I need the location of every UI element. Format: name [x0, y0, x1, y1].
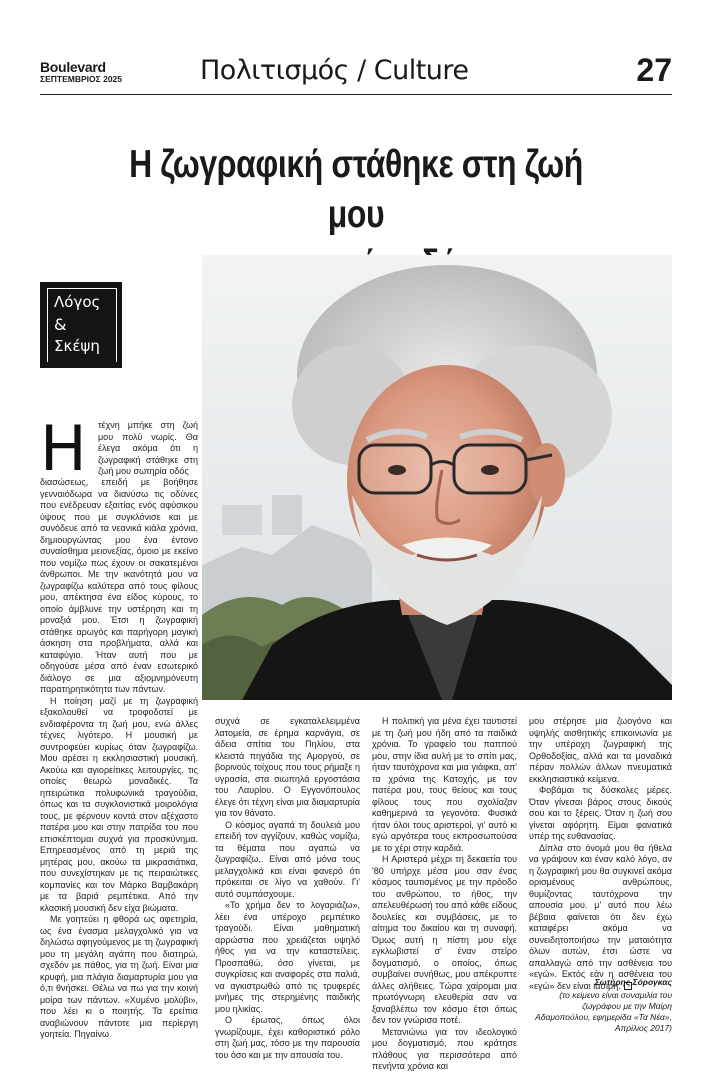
paragraph-6: «Το χρήμα δεν το λογαριάζω», λέει ένα υπέροχο ρεμπέτικο τραγούδι. Είναι μαθηματική αρρώστια που χρειάζεται υψηλό ήθος για να την καταστείλεις. Προσπαθώ, όσο γίνεται, με συγκρίσεις και αναφορές στα παλιά, να αγκιστρωθώ από τις τρυφερές μνήμες της στερημένης παιδικής μου ηλικίας. — [215, 900, 360, 1014]
paragraph-10: Μετανιώνω για τον ιδεολογικό μου δογματισμό, που κράτησε πλάθους για περισσότερα από πενήντα χρόνια και — [372, 1026, 517, 1071]
header-divider — [40, 94, 672, 95]
column-badge — [40, 282, 122, 368]
paragraph-9: Η Αριστερά μέχρι τη δεκαετία του '80 υπήρχε μέσα μου σαν ένας κόσμος ταυτισμένος με την πρόοδο του ανθρώπου, το ήθος, την απελευθέρωσή του από κάθε είδους δουλείες και συμβάσεις, με το αίτημα του δικαίου και τη συναφή. Όμως αυτή η πίστη μου είχε εγκλωβιστεί σ' έναν στείρο δογματισμό, ο οποίος, όπως συμβαίνει συνήθως, μου απέκρυπτε άλλες αλήθειες. Τώρα χαίρομαι μια πρωτόγνωρη ελευθερία σαν να ξαναβλέπω τον κόσμο έτσι όπως δεν τον γνώρισα ποτέ. — [372, 854, 517, 1025]
paragraph-7: Ο έρωτας, όπως όλοι γνωρίζουμε, έχει καθοριστικό ρόλο στη ζωή μας, τόσο με την παρουσία του όσο και με την απουσία του. — [215, 1015, 360, 1060]
badge-line-1: Λόγος — [54, 293, 101, 311]
paragraph-11: μου στέρησε μια ζωογόνο και υψηλής αισθητικής επικοινωνία με την υπέροχη ζωγραφική της Ορθοδοξίας, αλλά και τα μοναδικά πέραν πολλών άλλων πνευματικά εκκλησιαστικά κείμενα. — [529, 716, 672, 784]
drop-cap: Η — [40, 412, 87, 485]
badge-line-2: & — [54, 315, 67, 334]
page-number: 27 — [636, 52, 672, 88]
paragraph-5: Ο κόσμος αγαπά τη δουλειά μου επειδή τον αγγίζουν, καθώς νομίζω, τα θέματα που αγαπώ να ζωγραφίζω,. Είναι από μόνα τους μελαγχολικά και είναι φανερό ότι πρόκειται σε λίγο να χαθούν. Γι' αυτό συμπάσχουμε. — [215, 819, 360, 899]
source-note: (το κείμενο είναι συναμιλία του ζωγράφου με την Μαίρη Αδαμοπούλου, εφημερίδα «Τα Νέα», Απρίλιος 2017) — [535, 990, 672, 1033]
paragraph-3: Με γοητεύει η φθορά ως αφετηρία, ως ένα ένασμα μελαγχολικό για να δηλώσω αφηγούμενος με τη ζωγραφική μου τη μεγάλη αγάπη που διατηρώ, σχεδόν με πάθος, για τη ζωή. Είναι μια κρυφή, μια πλάγια διαμαρτυρία μου για ό,τι θνήσκει. Θέλω να πω για την κοινή μοίρα των πάντων. «Χυμένο μολύβι», που λέει κι ο ποιητής. Τα ερείπια αναβιώνουν πάντοτε μια περίεργη γοητεία. Πηγαίνω — [40, 914, 198, 1039]
author-name: Σωτήρης Σόρογκας — [594, 977, 672, 987]
masthead — [40, 60, 160, 84]
section-title: Πολιτισμός / Culture — [200, 55, 469, 86]
author-signature — [529, 977, 672, 1034]
paragraph-13: Δίπλα στο όνομά μου θα ήθελα να γράψουν και έναν καλό λόγο, αν η ζωγραφική μου θα συγκινεί ακόμα ορισμένους ανθρώπους, θυμίζοντας ταυτόχρονα την απουσία μου. μ' αυτό που λέω βέβαια φαίνεται ότι δεν έχω καταφέρει ακόμα να συνειδητοποιήσω την ματαιότητα όλων αυτών, έτσι ώστε να απαλλαγώ από την ασθένεια του «εγώ». Εκτός εάν η ασθένεια του «εγώ» δεν είναι ιάσιμη. — [529, 842, 672, 991]
paragraph-4: συχνά σε εγκαταλελειμμένα λατομεία, σε έρημα καρνάγια, σε άδεια σπίτια του Πηλίου, στα κλειστά πηγάδια της Αμοργού, σε βορινούς τοίχους που τους ρήμαξε η υγρασία, στα σιωπηλά εργοστάσια του Λαυρίου. Ο Εγγονόπουλος έλεγε ότι τέχνη είναι μια διαμαρτυρία για τον θάνατο. — [215, 716, 361, 818]
article-column-1 — [40, 477, 198, 1041]
article-column-3 — [372, 716, 517, 1073]
article-column-1-lead — [98, 420, 198, 478]
portrait-photo — [202, 255, 672, 700]
paragraph-1-rest: διασώσεως, επειδή με βοήθησε γενναιόδωρα να διανύσω τις οδύνες που ενέδρευαν εξαιτίας ενός αφύσικου ύψους που με συγκλόνισε και με συνόδευε από τα νεανικά κιάλα χρόνια, δημιουργώντας μου ένα έντονο συναίσθημα μειονεξίας, όμοιο με εκείνο που νομίζω πως έχουν οι σακατεμένοι άνθρωποι. Με την ικανότητά μου να ζωγραφίζω καλύτερα από τους φίλους μου, απέκτησα ένα είδος κύρους, το οποίο άμβλυνε την υστέρηση και τη μοναξιά μου. Έτσι η ζωγραφική στάθηκε αρωγός και παρήγορη μαγική άσκηση στα προβλήματα, αλλά και καταφύγιο. Ήταν αυτή που με οδηγούσε μέσα από έναν εσωτερικό διάλογο σε μια αξιομνημόνευτη παρατηρητικότητα των πάντων. — [40, 477, 198, 694]
article-column-2 — [215, 716, 360, 1061]
paragraph-12: Φοβάμαι τις δύσκολες μέρες. Όταν γίνεσαι βάρος στους δικούς σου και το ξέρεις. Όταν η ζωή σου γίνεται αφόρητη. Είμαι φανατικά υπέρ της ευθανασίας. — [529, 785, 672, 841]
paragraph-8: Η πολιτική για μένα έχει ταυτιστεί με τη ζωή μου ήδη από τα παιδικά χρόνια. Το γραφείο του παππού μου, στην ίδια αυλή με το σπίτι μας, ήταν ταυτόχρονα και μια γιάφκα, απ' τα χρόνια της Κατοχής, με τον πατέρα μου, τους θείους και τους φίλους τους που σχολίαζαν καθημερινά τα γεγονότα. Φυσικά ήταν όλοι τους αριστεροί, γι' αυτό κι εγώ αργότερα τους εκπροσωπούσα με το χέρι στην καρδιά. — [372, 716, 517, 853]
paragraph-1-start: τέχνη μπήκε στη ζωή μου πολύ νωρίς. Θα έλεγα ακόμα ότι η ζωγραφική στάθηκε στη ζωή μου σωτηρία οδός — [98, 420, 198, 476]
badge-line-3: Σκέψη — [54, 337, 100, 355]
headline-line-1: Η ζωγραφική στάθηκε στη ζωή μου — [129, 143, 583, 236]
paragraph-2: Η ποίηση μαζί με τη ζωγραφική εξακολουθεί να τροφοδοτεί με ενδιαφέροντα τη ζωή μου, ενώ άλλες τέχνες λιγότερο. Η μουσική με συντροφεύει κυρίως όταν ζωγραφίζω. Μου αρέσει η εκκλησιαστική μουσική. Ακούω και αγιορείτικες λειτουργίες, τις οποίες θεωρώ μοναδικές. Τα ηπειρώτικα πολυφωνικά τραγούδια, όπως και τα συγκλονιστικά μοιρολόγια τους, με φέρνουν κοντά στον αξέχαστο πατέρα μου και στην πατρίδα του που επισκέπτομαι συχνά για προσκύνημα. Επηρεασμένος από τη μεριά της μητέρας μου, ακούω τα μικρασιάτικα, που συνεχίστηκαν με τις πειραιώτικες κομπανίες και τον Μάρκο Βαμβακάρη με τα βαριά ρεμπέτικα. Από την κλασική μουσική δεν είχα βιώματα. — [40, 695, 198, 913]
brand-name: Boulevard — [40, 59, 106, 75]
issue-date: ΣΕΠΤΕΜΒΡΙΟΣ 2025 — [40, 74, 123, 84]
article-column-4 — [529, 716, 672, 992]
portrait-illustration — [202, 255, 672, 700]
